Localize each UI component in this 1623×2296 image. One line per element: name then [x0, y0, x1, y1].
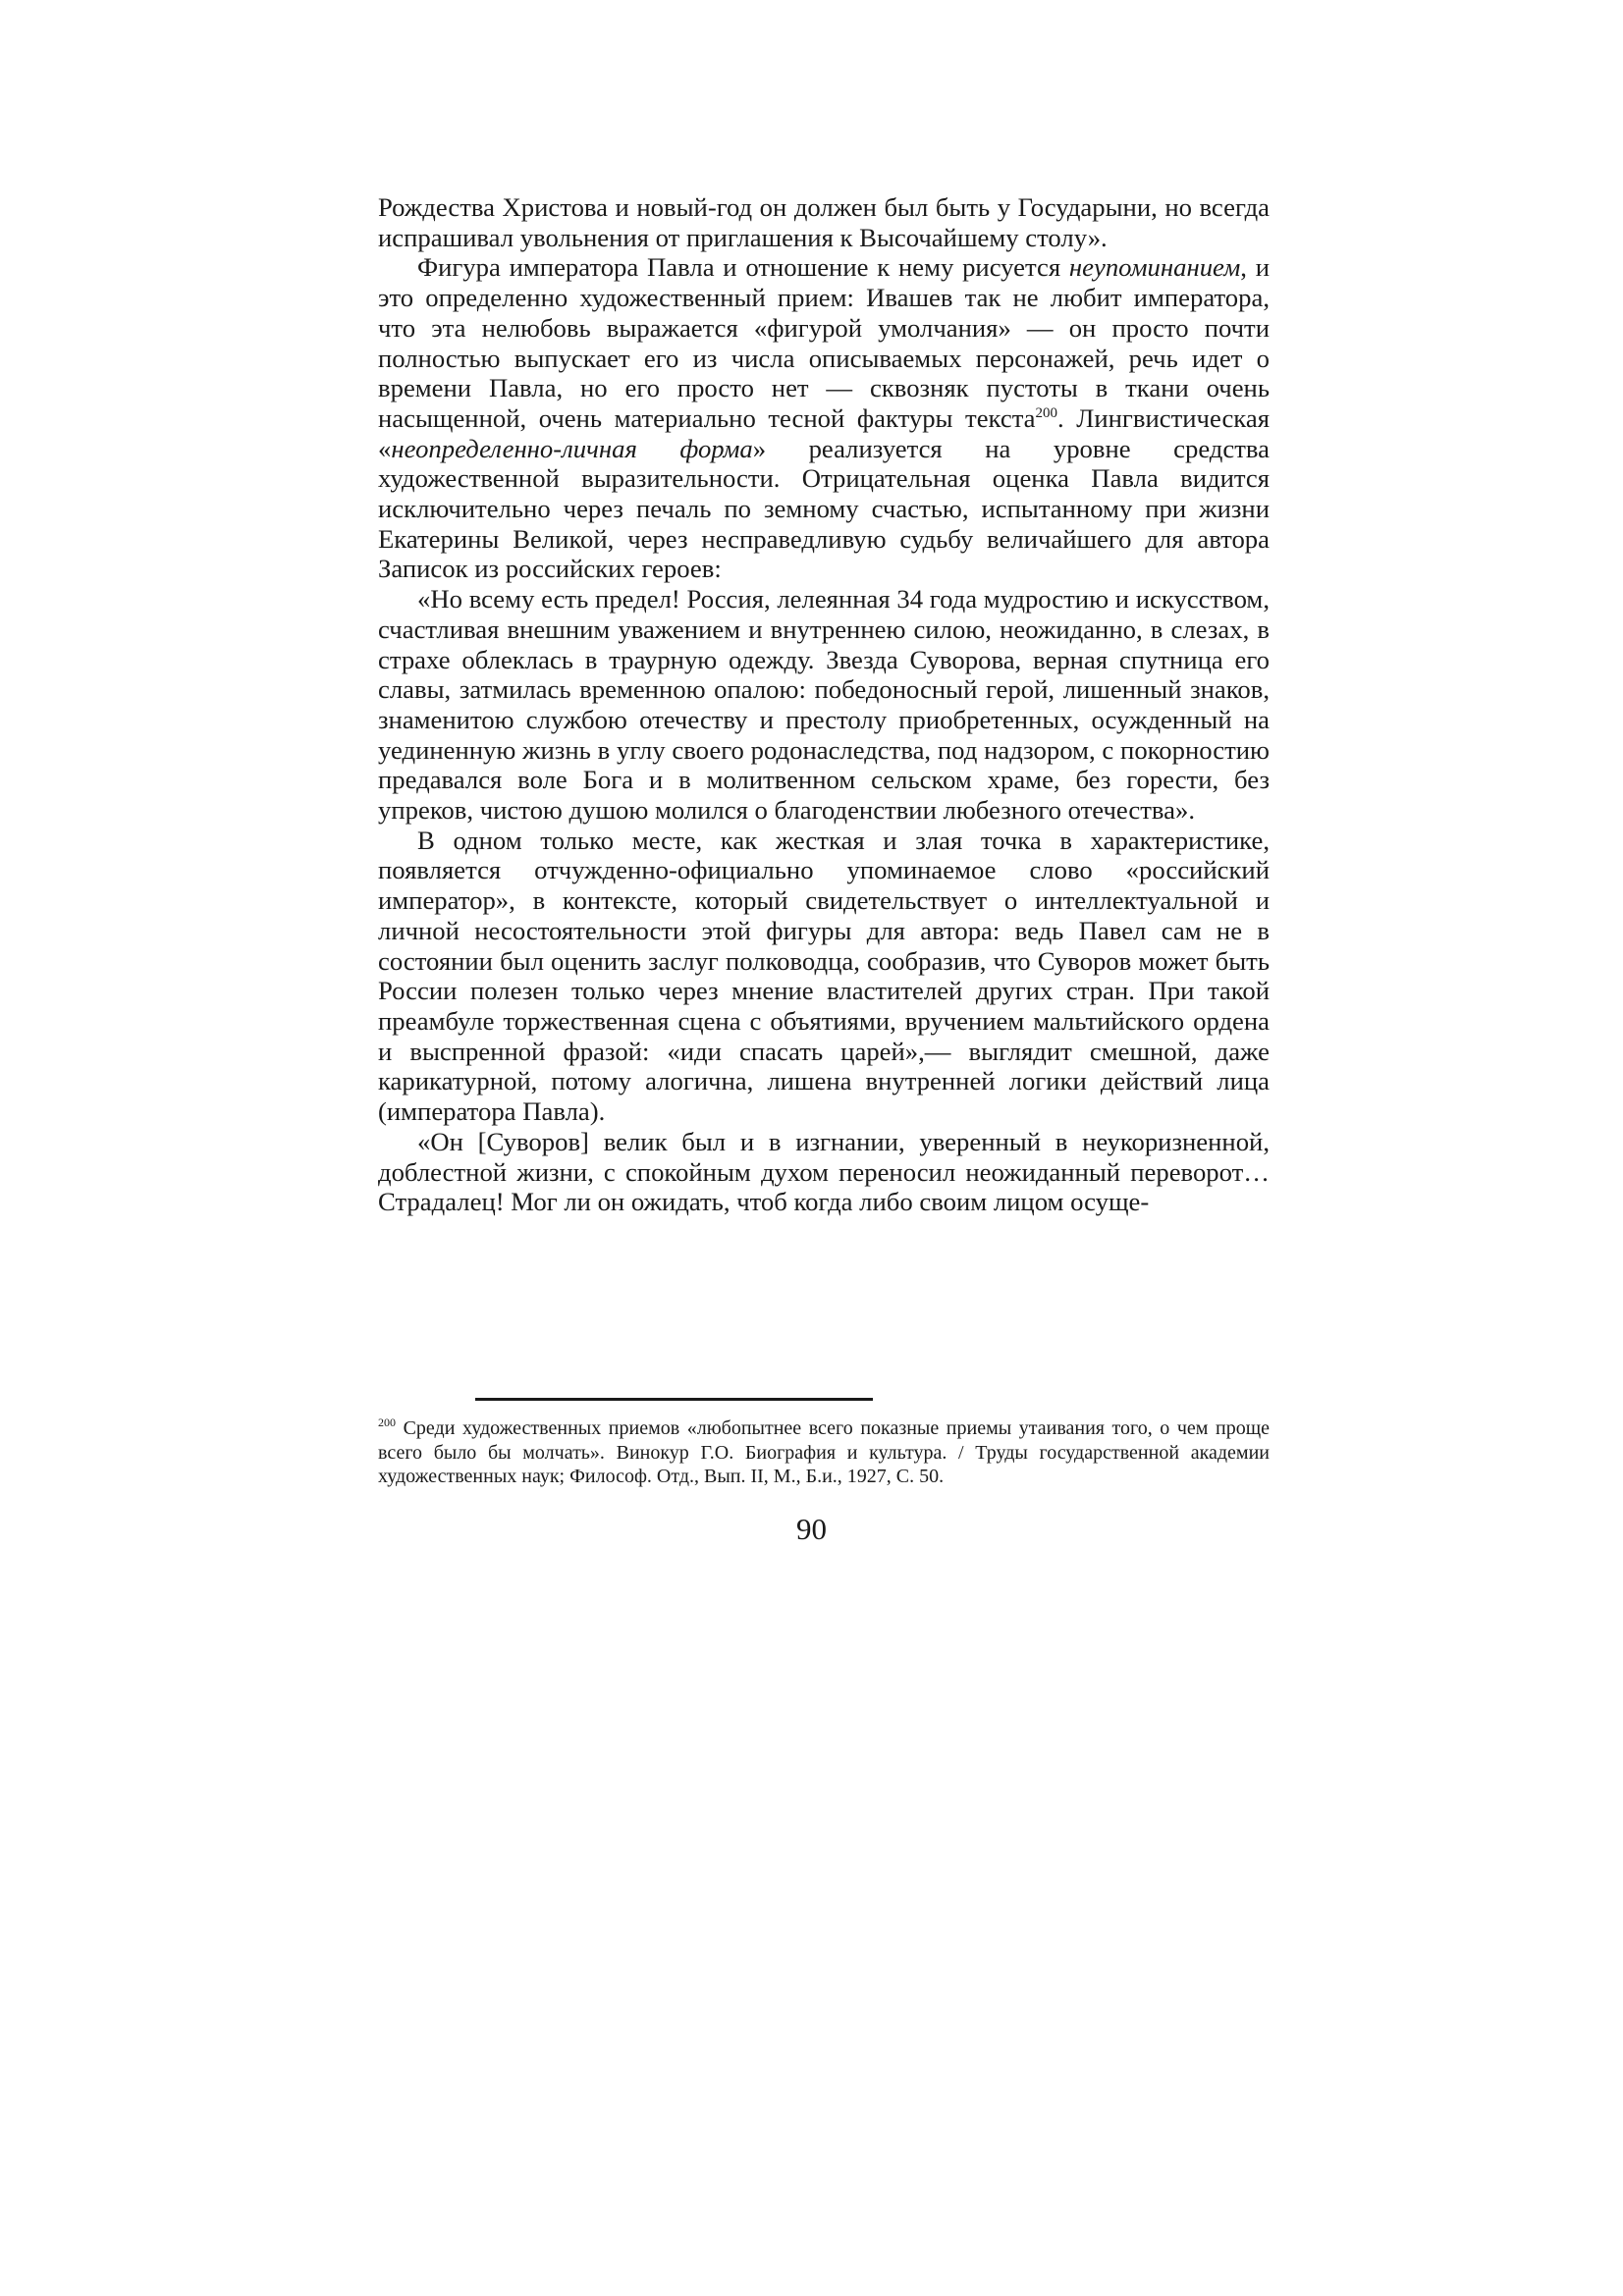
text-run: , и это определенно художественный прием: Ивашев так не любит императора, что эта нелюбовь выражается «фигурой умолчания» — он просто почти полностью выпускает его из числа описываемых персонажей, речь идет о времени Павла, но его просто нет — сквозняк пустоты в ткани очень насыщенной, очень материально тесной фактуры текста	[378, 252, 1270, 433]
main-text	[378, 192, 1270, 1217]
paragraph-pavel-figure	[378, 252, 1270, 584]
footnote-number: 200	[378, 1415, 396, 1429]
footnote	[378, 1416, 1270, 1489]
footnote-separator	[475, 1398, 873, 1401]
paragraph-continuation: Рождества Христова и новый-год он должен был быть у Государыни, но всегда испрашивал увольнения от приглашения к Высочайшему столу».	[378, 192, 1270, 252]
paragraph-emperor-mention: В одном только месте, как жесткая и злая точка в характеристике, появляется отчужденно-официально упоминаемое слово «российский император», в контексте, который свидетельствует о интеллектуальной и личной несостоятельности этой фигуры для автора: ведь Павел сам не в состоянии был оценить заслуг полководца, сообразив, что Суворов может быть России полезен только через мнение властителей других стран. При такой преамбуле торжественная сцена с объятиями, вручением мальтийского ордена и выспренной фразой: «иди спасать царей»,— выглядит смешной, даже карикатурной, потому алогична, лишена внутренней логики действий лица (императора Павла).	[378, 825, 1270, 1127]
text-run: » реализуется на уровне средства художественной выразительности. Отрицательная оценка Павла видится исключительно через печаль по земному счастью, испытанному при жизни Екатерины Великой, через несправедливую судьбу величайшего для автора Записок из российских героев:	[378, 433, 1270, 584]
quotation-paragraph: «Но всему есть предел! Россия, лелеянная 34 года мудростию и искусством, счастливая внешним уважением и внутреннею силою, неожиданно, в слезах, в страхе облеклась в траурную одежду. Звезда Суворова, верная спутница его славы, затмилась временною опалою: победоносный герой, лишенный знаков, знаменитою службою отечеству и престолу приобретенных, осужденный на уединенную жизнь в углу своего родонаследства, под надзором, с покорностию предавался воле Бога и в молитвенном сельском храме, без горести, без упреков, чистою душою молился о благоденствии любезного отечества».	[378, 584, 1270, 826]
footnote-reference[interactable]: 200	[1035, 404, 1058, 421]
quotation-paragraph: «Он [Суворов] велик был и в изгнании, уверенный в неукоризненной, доблестной жизни, с спокойным духом переносил неожиданный переворот… Страдалец! Мог ли он ожидать, чтоб когда либо своим лицом осуще-	[378, 1126, 1270, 1217]
text-run: . Лингвистическая «	[378, 402, 1270, 463]
emphasis-term: неупоминанием	[1068, 252, 1241, 283]
footnote-text: Среди художественных приемов «любопытнее всего показные приемы утаивания того, о чем проще всего было бы молчать». Винокур Г.О. Биография и культура. / Труды государственной академии художественных наук; Философ. Отд., Вып. II, М., Б.и., 1927, С. 50.	[378, 1417, 1270, 1487]
page-number: 90	[796, 1512, 827, 1546]
text-run: Фигура императора Павла и отношение к нему рисуется	[417, 252, 1069, 283]
emphasis-term: неопределенно-личная форма	[391, 433, 753, 463]
